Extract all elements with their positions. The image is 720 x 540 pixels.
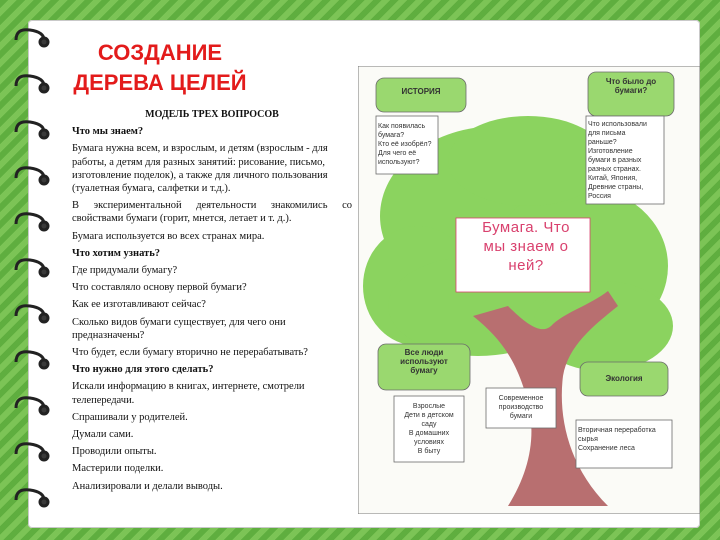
center-line: Бумага. Что	[482, 219, 570, 236]
history-note	[378, 122, 436, 167]
note-line: бумага?	[378, 132, 405, 139]
note-line: Что использовали	[588, 121, 647, 128]
title-line-1: СОЗДАНИЕ	[97, 40, 223, 65]
before-paper-label	[588, 77, 674, 95]
note-line: саду	[421, 421, 437, 428]
spiral-binding	[8, 26, 58, 516]
ecology-label: Экология	[605, 374, 643, 383]
center-label	[464, 218, 588, 296]
paragraph: Проводили опыты.	[72, 446, 157, 458]
note-line: бумаги в разных	[588, 157, 642, 164]
note-line: Кто её изобрёл?	[378, 141, 432, 148]
note-line: раньше?	[588, 139, 617, 146]
note-line: Дети в детском	[404, 412, 454, 419]
paragraph: Мастерили поделки.	[72, 463, 164, 475]
paragraph: Думали сами.	[72, 429, 134, 441]
label-line: используют	[400, 357, 448, 366]
before-paper-note	[588, 120, 662, 201]
production-note	[486, 394, 556, 421]
note-line: В быту	[417, 448, 441, 455]
paragraph: Бумага нужна всем, и взрослым, и детям (взрослым - для работы, а детям для разных занятий: рисование, письмо, изготовление поделок), а также для личного пользования (туалетная бумага, салфетки и т.д.).	[72, 143, 328, 195]
note-line: Сохранение леса	[578, 445, 635, 452]
paragraph: Где придумали бумагу?	[72, 265, 178, 277]
model-subtitle: МОДЕЛЬ ТРЕХ ВОПРОСОВ	[145, 109, 279, 120]
goal-tree-image	[358, 66, 700, 514]
note-line: Древние страны,	[588, 184, 644, 191]
title-line-2: ДЕРЕВА ЦЕЛЕЙ	[73, 70, 247, 95]
paragraph: Искали информацию в книгах, интернете, смотрели телепередачи.	[72, 381, 305, 406]
note-line: производство	[498, 404, 544, 411]
ecology-note	[578, 426, 670, 453]
label-line: бумаги?	[614, 86, 648, 95]
paragraph: Сколько видов бумаги существует, для чего они предназначены?	[72, 316, 286, 341]
note-line: бумаги	[509, 413, 533, 420]
people-label	[378, 348, 470, 375]
label-line: Все люди	[404, 348, 444, 357]
note-line: для письма	[588, 130, 626, 137]
slide-title	[60, 38, 260, 98]
note-line: сырья	[578, 436, 598, 443]
paragraph: Что будет, если бумагу вторично не перерабатывать?	[72, 347, 308, 359]
note-line: Взрослые	[412, 403, 446, 410]
question-3: Что нужно для этого сделать?	[72, 364, 214, 376]
note-line: разных странах.	[588, 166, 641, 173]
paragraph: Анализировали и делали выводы.	[72, 480, 223, 492]
note-line: Как появилась	[378, 123, 426, 130]
note-line: Современное	[498, 395, 544, 402]
note-line: Китай, Япония,	[588, 175, 638, 182]
center-line: ней?	[508, 257, 544, 274]
spiral-rings-icon	[8, 26, 58, 516]
label-line: Что было до	[605, 77, 657, 86]
three-questions-text	[72, 108, 352, 497]
people-note	[394, 402, 464, 456]
center-line: мы знаем о	[483, 238, 569, 255]
note-line: Изготовление	[588, 148, 633, 155]
paragraph: В экспериментальной деятельности знакомились со свойствами бумаги (горит, мнется, летает и т. д.).	[72, 200, 352, 225]
history-label: ИСТОРИЯ	[401, 87, 441, 96]
question-1: Что мы знаем?	[72, 126, 144, 138]
note-line: Для чего её	[378, 150, 417, 157]
note-line: В домашних	[408, 430, 450, 437]
paragraph: Как ее изготавливают сейчас?	[72, 299, 206, 311]
question-2: Что хотим узнать?	[72, 247, 161, 259]
paragraph: Бумага используется во всех странах мира.	[72, 230, 265, 242]
note-line: Вторичная переработка	[578, 427, 656, 434]
note-line: используют?	[378, 159, 420, 166]
paragraph: Что составляло основу первой бумаги?	[72, 282, 247, 294]
label-line: бумагу	[410, 366, 438, 375]
note-line: условиях	[414, 439, 444, 446]
note-line: Россия	[588, 193, 611, 200]
paragraph: Спрашивали у родителей.	[72, 411, 188, 423]
